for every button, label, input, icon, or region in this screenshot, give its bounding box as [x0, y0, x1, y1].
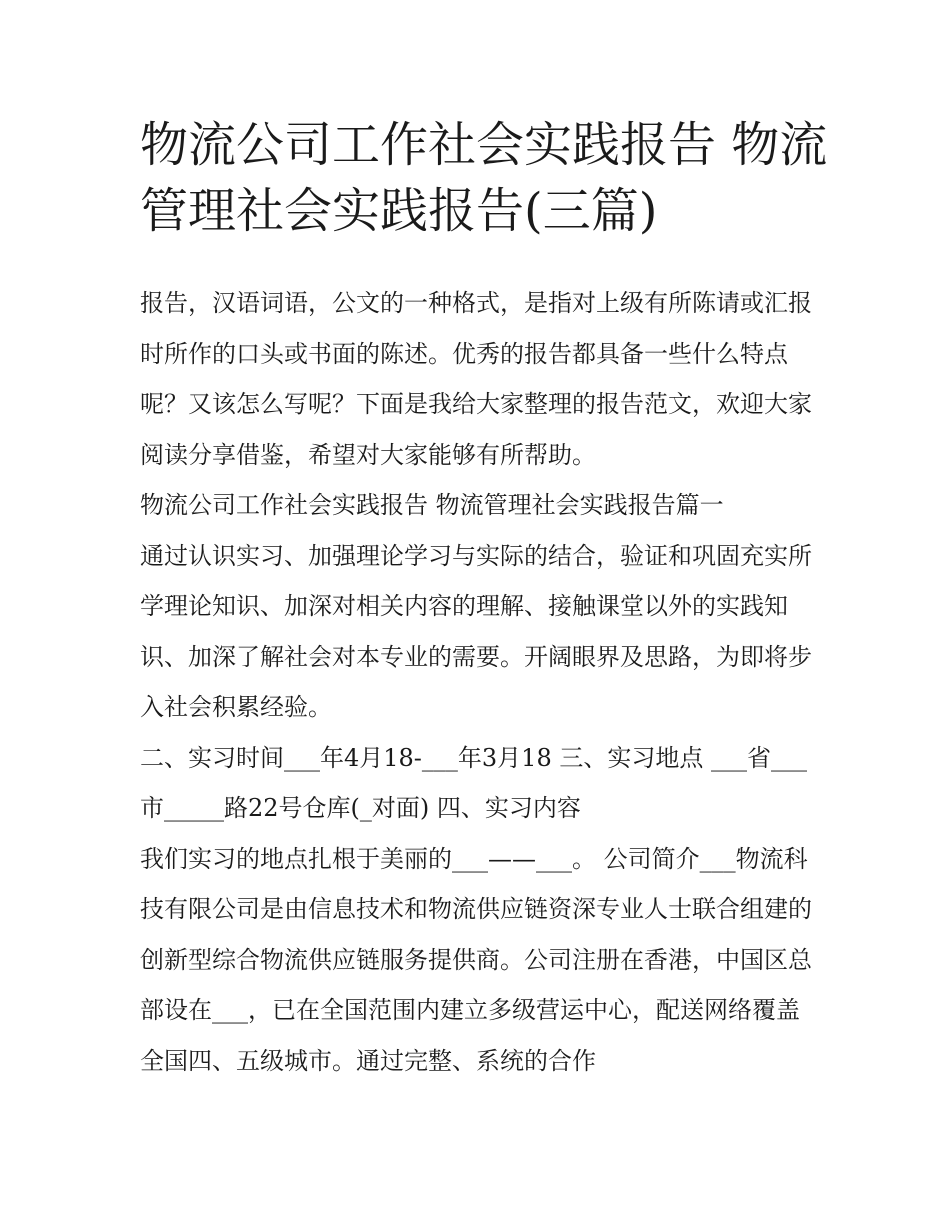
paragraph-intro: 报告，汉语词语，公文的一种格式，是指对上级有所陈请或汇报时所作的口头或书面的陈述。优秀的报告都具备一些什么特点呢？又该怎么写呢？下面是我给大家整理的报告范文，欢迎大家阅读分享借鉴，希望对大家能够有所帮助。	[140, 289, 812, 469]
document-body	[140, 278, 820, 1086]
paragraph-section-heading: 物流公司工作社会实践报告 物流管理社会实践报告篇一	[140, 491, 724, 519]
paragraph-time-place: 二、实习时间___年4月18-___年3月18 三、实习地点 ___省___市_____路22号仓库(_对面) 四、实习内容	[140, 743, 807, 822]
paragraph-company-intro: 我们实习的地点扎根于美丽的___——___。 公司简介___物流科技有限公司是由信息技术和物流供应链资深专业人士联合组建的创新型综合物流供应链服务提供商。公司注册在香港，中国区总部设在___，已在全国范围内建立多级营运中心，配送网络覆盖全国四、五级城市。通过完整、系统的合作	[140, 844, 812, 1075]
document-title: 物流公司工作社会实践报告 物流管理社会实践报告(三篇)	[140, 117, 828, 239]
paragraph-purpose: 通过认识实习、加强理论学习与实际的结合，验证和巩固充实所学理论知识、加深对相关内容的理解、接触课堂以外的实践知识、加深了解社会对本专业的需要。开阔眼界及思路，为即将步入社会积累经验。	[140, 541, 812, 721]
